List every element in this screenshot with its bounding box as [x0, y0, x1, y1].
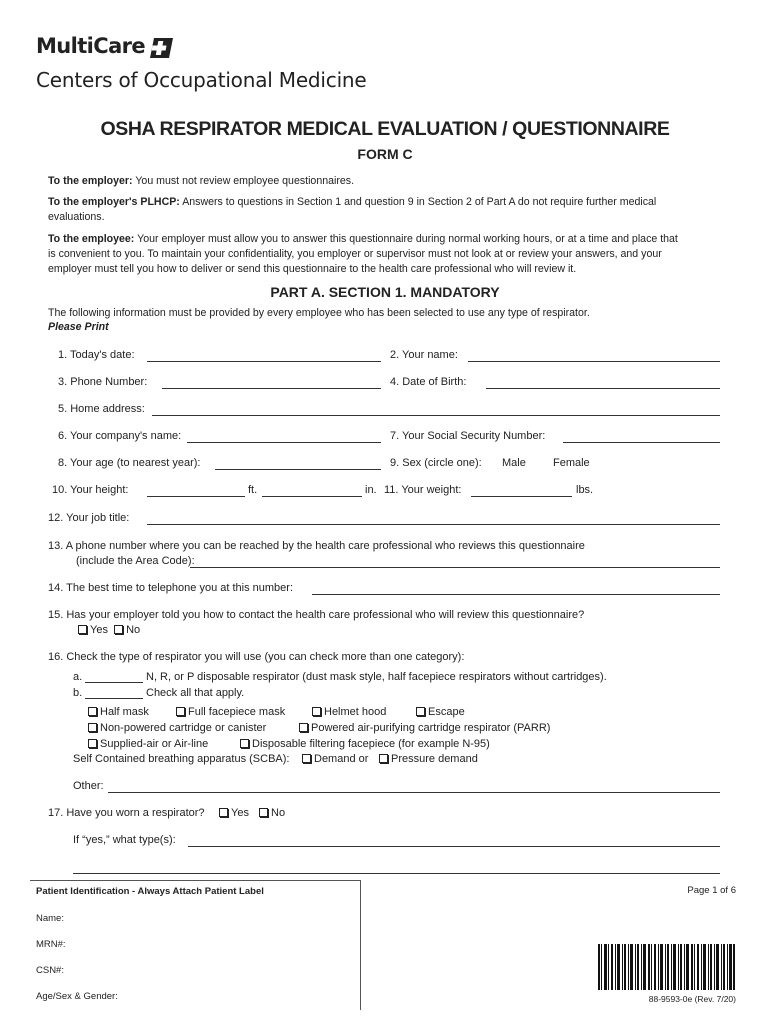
q16-b-text: Check all that apply.	[146, 687, 245, 699]
checkbox-icon[interactable]	[416, 707, 425, 716]
q17-label: 17. Have you worn a respirator?	[48, 807, 205, 819]
option-supplied-air[interactable]: Supplied-air or Air-line	[88, 738, 208, 750]
form-title: OSHA RESPIRATOR MEDICAL EVALUATION / QUESTIONNAIRE	[100, 118, 670, 140]
q16-label: 16. Check the type of respirator you will use (you can check more than one category):	[48, 651, 465, 663]
patient-id-vertical-divider	[360, 880, 361, 1010]
q15-options	[78, 624, 140, 636]
respirator-type-field-2[interactable]	[73, 873, 720, 874]
barcode-icon	[596, 944, 736, 990]
job-title-field[interactable]	[147, 524, 720, 525]
q16-a-prefix: a.	[73, 671, 83, 683]
employee-text-3: employer must tell you how to deliver or send this questionnaire to the health care professional who will review it.	[48, 263, 577, 275]
q1-label: 1. Today's date:	[58, 349, 135, 361]
checkbox-icon[interactable]	[259, 808, 268, 817]
q10-label: 10. Your height:	[52, 484, 129, 496]
feet-unit: ft.	[248, 484, 258, 496]
contact-phone-field[interactable]	[190, 567, 720, 568]
patient-name-label: Name:	[36, 913, 64, 924]
phone-number-field[interactable]	[162, 388, 381, 389]
patient-id-top-divider	[30, 880, 360, 881]
employee-text-2: is convenient to you. To maintain your confidentiality, you employer or supervisor must not look at or review your answers, and your	[48, 248, 662, 260]
employee-text: Your employer must allow you to answer this questionnaire during normal working hours, or at a time and place that	[137, 233, 678, 245]
option-disposable-facepiece[interactable]: Disposable filtering facepiece (for example N-95)	[240, 738, 490, 750]
todays-date-field[interactable]	[147, 361, 381, 362]
plhcp-text: Answers to questions in Section 1 and question 9 in Section 2 of Part A do not require further medical	[182, 196, 657, 208]
employer-label: To the employer:	[48, 175, 133, 187]
csn-label: CSN#:	[36, 965, 64, 976]
q15-no-option[interactable]: No	[114, 624, 140, 636]
checkbox-icon[interactable]	[219, 808, 228, 817]
age-sex-gender-label: Age/Sex & Gender:	[36, 991, 118, 1002]
option-scba-demand[interactable]: Demand or	[302, 753, 368, 765]
employer-instruction	[48, 174, 354, 189]
option-scba-label: Self Contained breathing apparatus (SCBA):	[73, 753, 290, 765]
respirator-type-field[interactable]	[188, 846, 720, 847]
q2-label: 2. Your name:	[390, 349, 458, 361]
sex-male-option[interactable]: Male	[502, 457, 526, 469]
option-half-mask[interactable]: Half mask	[88, 706, 149, 718]
section-intro: The following information must be provided by every employee who has been selected to use any type of respirator.	[48, 307, 590, 319]
q17-no-option[interactable]: No	[259, 807, 285, 819]
checkbox-icon[interactable]	[240, 739, 249, 748]
company-name-field[interactable]	[187, 442, 381, 443]
option-full-facepiece[interactable]: Full facepiece mask	[176, 706, 285, 718]
other-label: Other:	[73, 780, 104, 792]
q15-yes-option[interactable]: Yes	[78, 624, 108, 636]
q13-label-continued: (include the Area Code):	[76, 555, 195, 567]
height-inches-field[interactable]	[262, 496, 362, 497]
form-subtitle: FORM C	[357, 146, 413, 162]
checkbox-icon[interactable]	[88, 723, 97, 732]
ssn-field[interactable]	[563, 442, 720, 443]
employee-label: To the employee:	[48, 233, 135, 245]
checkbox-icon[interactable]	[302, 754, 311, 763]
checkbox-icon[interactable]	[88, 739, 97, 748]
date-of-birth-field[interactable]	[486, 388, 720, 389]
other-respirator-field[interactable]	[108, 792, 720, 793]
page-number: Page 1 of 6	[687, 885, 736, 896]
q16-a-field[interactable]	[85, 682, 143, 683]
q14-label: 14. The best time to telephone you at this number:	[48, 582, 294, 594]
section-heading: PART A. SECTION 1. MANDATORY	[270, 284, 500, 300]
patient-id-heading: Patient Identification - Always Attach Patient Label	[36, 886, 264, 897]
inches-unit: in.	[365, 484, 377, 496]
q13-label: 13. A phone number where you can be reached by the health care professional who reviews this questionnaire	[48, 540, 585, 552]
employer-text: You must not review employee questionnaires.	[135, 175, 355, 187]
brand-name: MultiCare	[36, 34, 146, 58]
plhcp-instruction	[48, 195, 656, 210]
age-field[interactable]	[215, 469, 381, 470]
q15-label: 15. Has your employer told you how to contact the health care professional who will review this questionnaire?	[48, 609, 585, 621]
weight-field[interactable]	[471, 496, 572, 497]
q8-label: 8. Your age (to nearest year):	[58, 457, 201, 469]
sex-female-option[interactable]: Female	[553, 457, 590, 469]
multicare-logo-icon	[147, 37, 175, 59]
option-non-powered[interactable]: Non-powered cartridge or canister	[88, 722, 266, 734]
checkbox-icon[interactable]	[299, 723, 308, 732]
checkbox-icon[interactable]	[114, 625, 123, 634]
q3-label: 3. Phone Number:	[58, 376, 148, 388]
mrn-label: MRN#:	[36, 939, 66, 950]
q16-b-prefix: b.	[73, 687, 83, 699]
checkbox-icon[interactable]	[78, 625, 87, 634]
q4-label: 4. Date of Birth:	[390, 376, 467, 388]
plhcp-label: To the employer's PLHCP:	[48, 196, 180, 208]
checkbox-icon[interactable]	[176, 707, 185, 716]
option-scba-pressure-demand[interactable]: Pressure demand	[379, 753, 478, 765]
employee-instruction	[48, 232, 678, 247]
q12-label: 12. Your job title:	[48, 512, 130, 524]
q17-if-label: If “yes,” what type(s):	[73, 834, 176, 846]
name-field[interactable]	[468, 361, 720, 362]
form-code: 88-9593-0e (Rev. 7/20)	[648, 994, 736, 1004]
please-print: Please Print	[48, 321, 109, 333]
option-escape[interactable]: Escape	[416, 706, 465, 718]
q5-label: 5. Home address:	[58, 403, 145, 415]
option-helmet-hood[interactable]: Helmet hood	[312, 706, 386, 718]
checkbox-icon[interactable]	[379, 754, 388, 763]
q9-label: 9. Sex (circle one):	[390, 457, 482, 469]
option-papr[interactable]: Powered air-purifying cartridge respirator (PARR)	[299, 722, 550, 734]
q11-label: 11. Your weight:	[384, 484, 462, 496]
q16-b-field[interactable]	[85, 698, 143, 699]
clinic-subtitle: Centers of Occupational Medicine	[36, 68, 367, 92]
q17-yes-option[interactable]: Yes	[219, 807, 249, 819]
home-address-field[interactable]	[152, 415, 720, 416]
q16-a-text: N, R, or P disposable respirator (dust mask style, half facepiece respirators without cartridges).	[146, 671, 607, 683]
q7-label: 7. Your Social Security Number:	[390, 430, 546, 442]
q6-label: 6. Your company's name:	[58, 430, 182, 442]
plhcp-text-continued: evaluations.	[48, 211, 105, 223]
lbs-unit: lbs.	[576, 484, 594, 496]
height-feet-field[interactable]	[147, 496, 245, 497]
checkbox-icon[interactable]	[312, 707, 321, 716]
checkbox-icon[interactable]	[88, 707, 97, 716]
best-time-field[interactable]	[312, 594, 720, 595]
